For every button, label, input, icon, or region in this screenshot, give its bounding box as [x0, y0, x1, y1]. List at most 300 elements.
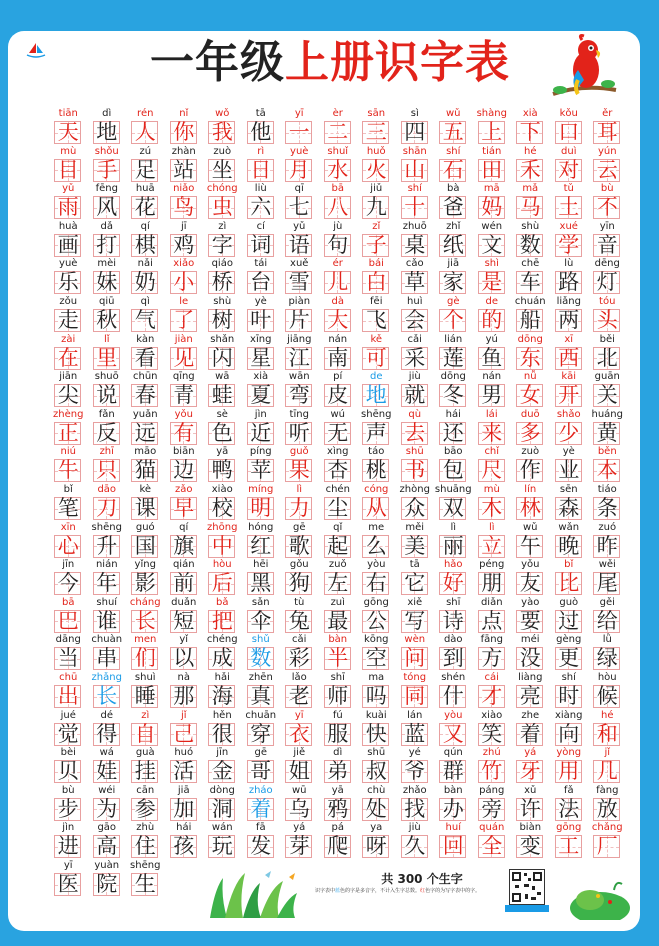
hanzi-character: 江: [288, 345, 310, 370]
character-cell: [434, 182, 473, 220]
pinyin-label: hǎi: [214, 672, 230, 683]
hanzi-character: 雨: [57, 195, 79, 220]
hanzi-character: 几: [596, 759, 618, 784]
pinyin-label: cái: [484, 672, 499, 683]
hanzi-character: 芽: [288, 834, 310, 859]
pinyin-label: bèi: [60, 747, 76, 759]
pinyin-label: xiě: [407, 596, 423, 608]
hanzi-character: 进: [57, 834, 79, 859]
hanzi-character: 皮: [327, 383, 349, 408]
character-cell: [396, 483, 435, 521]
character-cell: [588, 671, 627, 709]
hanzi-character: 奶: [134, 270, 156, 295]
hanzi-character: 正: [57, 420, 79, 445]
hanzi-character: 影: [134, 571, 156, 596]
hanzi-character: 文: [481, 232, 503, 257]
pinyin-label: huā: [135, 183, 155, 195]
hanzi-character: 云: [596, 157, 618, 182]
hanzi-character: 左: [327, 571, 349, 596]
character-cell: [49, 521, 88, 559]
hanzi-character: 空: [365, 646, 387, 671]
character-cell: [588, 182, 627, 220]
hanzi-character: 车: [519, 270, 541, 295]
character-cell: [49, 333, 88, 371]
hanzi-character: 白: [365, 270, 387, 295]
pinyin-label: nà: [177, 672, 190, 683]
character-cell: [357, 709, 396, 747]
character-cell: [396, 558, 435, 596]
hanzi-character: 众: [404, 496, 426, 520]
character-cell: [280, 145, 319, 183]
hanzi-character: 桃: [365, 458, 387, 483]
pinyin-label: jīn: [216, 747, 229, 759]
character-cell: [511, 257, 550, 295]
pinyin-label: xuě: [290, 258, 309, 270]
character-cell: [473, 596, 512, 634]
hanzi-character: 有: [173, 420, 195, 445]
character-cell: [203, 746, 242, 784]
pinyin-label: mǎ: [522, 183, 539, 195]
hanzi-character: 尾: [596, 571, 618, 596]
note-blue-word: 蓝: [335, 888, 341, 894]
hanzi-character: 天: [57, 120, 79, 144]
pinyin-label: měi: [405, 521, 425, 533]
hanzi-character: 男: [481, 383, 503, 408]
pinyin-label: bàn: [443, 784, 463, 796]
character-cell: [473, 821, 512, 859]
hanzi-character: 开: [558, 383, 580, 408]
hanzi-character: 二: [327, 120, 349, 144]
character-cell: [242, 483, 281, 521]
pinyin-label: gē: [293, 521, 306, 533]
pinyin-label: tǔ: [563, 183, 574, 195]
hanzi-character: 睡: [134, 684, 156, 708]
pinyin-label: māo: [134, 446, 157, 458]
character-cell: [242, 821, 281, 859]
pinyin-label: zhèng: [53, 408, 84, 420]
character-cell: [242, 220, 281, 258]
hanzi-character: 水: [327, 157, 349, 182]
pinyin-label: xià: [253, 371, 269, 383]
character-cell: [511, 333, 550, 371]
hanzi-character: 就: [404, 383, 426, 408]
character-cell: [588, 107, 627, 145]
pinyin-label: gē: [254, 747, 267, 759]
pinyin-label: shí: [407, 183, 422, 195]
pinyin-label: dòng: [209, 784, 235, 796]
character-cell: [126, 521, 165, 559]
hanzi-character: 东: [519, 345, 541, 370]
pinyin-label: jīn: [62, 559, 75, 571]
hanzi-character: 今: [57, 571, 79, 596]
pinyin-label: yòu: [367, 559, 386, 571]
pinyin-label: hēi: [253, 559, 269, 571]
character-cell: [588, 220, 627, 258]
pinyin-label: zì: [218, 220, 227, 232]
character-cell: [434, 709, 473, 747]
hanzi-character: 树: [211, 308, 233, 332]
pinyin-label: nán: [482, 371, 502, 383]
character-cell: [319, 220, 358, 258]
hanzi-character: 洞: [211, 796, 233, 821]
character-cell: [126, 633, 165, 671]
hanzi-character: 只: [96, 458, 118, 483]
character-cell: [588, 408, 627, 446]
hanzi-character: 火: [365, 157, 387, 182]
character-cell: [473, 408, 512, 446]
pinyin-label: bā: [331, 183, 344, 195]
character-cell: [280, 182, 319, 220]
hanzi-character: 长: [96, 684, 118, 708]
hanzi-character: 笑: [481, 721, 503, 746]
pinyin-label: mèi: [97, 258, 117, 270]
character-cell: [319, 633, 358, 671]
hanzi-character: 到: [442, 646, 464, 671]
character-cell: [88, 483, 127, 521]
hanzi-character: 觉: [57, 721, 79, 746]
pinyin-label: biàn: [519, 822, 542, 834]
character-cell: [511, 145, 550, 183]
character-cell: [357, 784, 396, 822]
character-cell: [434, 257, 473, 295]
character-cell: [242, 633, 281, 671]
pinyin-label: lù: [564, 258, 574, 270]
pinyin-label: yá: [293, 822, 306, 834]
pinyin-label: yé: [408, 747, 421, 759]
pinyin-label: zhōng: [207, 521, 238, 533]
character-cell: [357, 295, 396, 333]
pinyin-label: xiào: [481, 709, 503, 721]
hanzi-character: 处: [365, 796, 387, 821]
character-cell: [126, 220, 165, 258]
pinyin-label: lái: [485, 408, 498, 420]
hanzi-character: 红: [250, 533, 272, 558]
hanzi-character: 它: [404, 571, 426, 596]
pinyin-label: kè: [139, 484, 152, 495]
character-cell: [203, 220, 242, 258]
pinyin-label: zuò: [521, 446, 540, 458]
pinyin-label: yè: [562, 446, 575, 458]
character-cell: [242, 709, 281, 747]
pinyin-label: zhú: [482, 747, 501, 759]
pinyin-label: shuāng: [434, 484, 472, 495]
character-cell: [357, 558, 396, 596]
character-cell: [126, 257, 165, 295]
pinyin-label: kě: [370, 333, 383, 345]
hanzi-character: 狗: [288, 571, 310, 596]
hanzi-character: 见: [173, 345, 195, 370]
character-cell: [49, 558, 88, 596]
pinyin-label: piàn: [288, 296, 311, 307]
hanzi-character: 同: [404, 684, 426, 708]
hanzi-character: 上: [481, 120, 503, 144]
character-cell: [88, 257, 127, 295]
pinyin-label: lì: [296, 484, 303, 495]
pinyin-label: cí: [256, 220, 265, 232]
hanzi-character: 飞: [365, 308, 387, 332]
pinyin-label: shuō: [94, 371, 119, 383]
hanzi-character: 旗: [173, 533, 195, 558]
hanzi-character: 叶: [250, 308, 272, 332]
pinyin-label: bà: [447, 183, 460, 195]
hanzi-character: 院: [96, 872, 118, 896]
character-cell: [396, 784, 435, 822]
hanzi-character: 作: [519, 458, 541, 483]
pinyin-label: wú: [330, 408, 346, 420]
hanzi-character: 全: [481, 834, 503, 859]
hanzi-character: 虫: [211, 195, 233, 220]
character-cell: [165, 370, 204, 408]
pinyin-label: bǐ: [63, 484, 73, 495]
pinyin-label: mù: [60, 145, 77, 157]
hanzi-character: 北: [596, 345, 618, 370]
character-cell: [550, 333, 589, 371]
character-cell: [511, 483, 550, 521]
character-cell: [588, 821, 627, 859]
hanzi-character: 大: [327, 308, 349, 332]
pinyin-label: wèn: [404, 634, 426, 646]
pinyin-label: quán: [479, 822, 505, 834]
character-cell: [126, 295, 165, 333]
hanzi-character: 孩: [173, 834, 195, 859]
character-cell: [357, 257, 396, 295]
character-cell: [126, 182, 165, 220]
note-text-1: 识字表中: [315, 888, 336, 894]
hanzi-character: 问: [404, 646, 426, 671]
hanzi-character: 自: [134, 721, 156, 746]
character-cell: [242, 521, 281, 559]
hanzi-character: 很: [211, 721, 233, 746]
pinyin-label: yǐng: [134, 559, 156, 571]
hanzi-character: 笔: [57, 496, 79, 520]
character-cell: [511, 107, 550, 145]
pinyin-label: hǎo: [443, 559, 463, 571]
hanzi-character: 森: [558, 496, 580, 520]
character-cell: [165, 220, 204, 258]
pinyin-label: dāng: [55, 634, 81, 646]
pinyin-label: huáng: [591, 408, 623, 420]
hanzi-character: 秋: [96, 308, 118, 332]
pinyin-label: sǎn: [251, 596, 270, 608]
pinyin-label: yǒu: [521, 559, 540, 571]
character-cell: [473, 709, 512, 747]
character-cell: [396, 182, 435, 220]
character-cell: [396, 333, 435, 371]
hanzi-character: 最: [327, 608, 349, 633]
character-cell: [242, 408, 281, 446]
character-cell: [165, 821, 204, 859]
pinyin-label: fēi: [370, 296, 383, 307]
character-cell: [473, 483, 512, 521]
hanzi-character: 生: [134, 872, 156, 896]
hanzi-character: 灯: [596, 270, 618, 295]
qr-code[interactable]: [509, 869, 545, 905]
pinyin-label: ya: [370, 822, 383, 834]
pinyin-label: rén: [137, 108, 154, 119]
pinyin-label: cǎo: [405, 258, 424, 270]
hanzi-character: 站: [173, 157, 195, 182]
character-cell: [473, 257, 512, 295]
hanzi-character: 发: [250, 834, 272, 859]
character-cell: [511, 596, 550, 634]
character-cell: [434, 445, 473, 483]
hanzi-character: 右: [365, 571, 387, 596]
pinyin-label: yǔ: [293, 220, 306, 232]
hanzi-character: 用: [558, 759, 580, 784]
hanzi-character: 足: [134, 157, 156, 182]
character-cell: [242, 145, 281, 183]
pinyin-label: wěi: [598, 559, 616, 571]
hanzi-character: 出: [57, 684, 79, 708]
pinyin-label: tā: [409, 559, 420, 571]
character-cell: [126, 821, 165, 859]
character-cell: [396, 596, 435, 634]
pinyin-label: yòng: [556, 747, 582, 759]
hanzi-character: 法: [558, 796, 580, 821]
character-cell: [319, 445, 358, 483]
character-cell: [280, 671, 319, 709]
pinyin-label: shēng: [130, 860, 161, 871]
hanzi-character: 尖: [57, 383, 79, 408]
character-cell: [588, 746, 627, 784]
pinyin-label: jìn: [254, 408, 267, 420]
pinyin-label: gōng: [556, 822, 582, 834]
character-cell: [588, 257, 627, 295]
pinyin-label: qù: [408, 408, 422, 420]
pinyin-label: zhǎo: [402, 784, 427, 796]
character-cell: [319, 257, 358, 295]
pinyin-label: jiù: [408, 371, 421, 383]
pinyin-label: gèng: [556, 634, 582, 646]
hanzi-character: 服: [327, 721, 349, 746]
pinyin-label: dōng: [517, 333, 543, 345]
hanzi-character: 早: [173, 496, 195, 520]
pinyin-label: jiā: [177, 784, 190, 796]
hanzi-character: 牛: [57, 458, 79, 483]
hanzi-character: 住: [134, 834, 156, 859]
hanzi-character: 黄: [596, 420, 618, 445]
pinyin-label: dāo: [97, 484, 117, 495]
hanzi-character: 七: [288, 195, 310, 220]
character-cell: [511, 521, 550, 559]
character-cell: [280, 558, 319, 596]
character-cell: [434, 596, 473, 634]
hanzi-character: 还: [442, 420, 464, 445]
hanzi-character: 苹: [250, 458, 272, 483]
hanzi-character: 蛙: [211, 383, 233, 408]
character-cell: [473, 784, 512, 822]
hanzi-character: 步: [57, 796, 79, 821]
hanzi-character: 快: [365, 721, 387, 746]
pinyin-label: píng: [249, 446, 272, 458]
hanzi-character: 目: [57, 157, 79, 182]
pinyin-label: xīn: [60, 521, 76, 533]
pinyin-label: ér: [332, 258, 343, 270]
hanzi-character: 朋: [481, 571, 503, 596]
hanzi-character: 年: [96, 571, 118, 596]
hanzi-character: 女: [519, 383, 541, 408]
character-cell: [550, 295, 589, 333]
pinyin-label: hěn: [212, 709, 232, 721]
character-cell: [434, 558, 473, 596]
pinyin-label: kàn: [136, 333, 155, 345]
hanzi-character: 五: [442, 120, 464, 144]
character-cell: [550, 220, 589, 258]
pinyin-label: chuān: [245, 709, 277, 721]
pinyin-label: fāng: [480, 634, 503, 646]
character-cell: [165, 408, 204, 446]
pinyin-label: shī: [446, 596, 461, 608]
character-cell: [550, 483, 589, 521]
pinyin-label: duì: [561, 145, 577, 157]
pinyin-label: zhàn: [171, 145, 196, 157]
hanzi-character: 土: [558, 195, 580, 220]
character-cell: [396, 370, 435, 408]
pinyin-label: fēng: [95, 183, 118, 195]
pinyin-label: páng: [479, 784, 505, 796]
pinyin-label: shēng: [91, 521, 122, 533]
pinyin-label: huà: [58, 220, 78, 232]
pinyin-label: diǎn: [480, 596, 503, 608]
hanzi-character: 当: [57, 646, 79, 671]
hanzi-character: 校: [211, 496, 233, 520]
hanzi-character: 成: [211, 646, 233, 671]
pinyin-label: zì: [141, 709, 150, 721]
hanzi-character: 穿: [250, 721, 272, 746]
character-cell: [434, 746, 473, 784]
hanzi-character: 林: [519, 496, 541, 520]
character-cell: [396, 408, 435, 446]
character-cell: [126, 746, 165, 784]
character-cell: [588, 370, 627, 408]
character-cell: [473, 671, 512, 709]
character-cell: [280, 408, 319, 446]
hanzi-character: 公: [365, 608, 387, 633]
pinyin-label: yī: [294, 709, 304, 721]
page-title: [120, 38, 540, 88]
character-cell: [49, 145, 88, 183]
pinyin-label: jiě: [293, 747, 306, 759]
hanzi-character: 个: [442, 308, 464, 332]
hanzi-character: 坐: [211, 157, 233, 182]
pinyin-label: sān: [367, 108, 386, 119]
hanzi-character: 鸭: [211, 458, 233, 483]
character-cell: [126, 483, 165, 521]
pinyin-label: tiān: [58, 108, 78, 119]
character-cell: [473, 746, 512, 784]
pinyin-label: dōng: [440, 371, 466, 383]
pinyin-label: zhǐ: [446, 220, 461, 232]
character-cell: [126, 859, 165, 897]
pinyin-label: huì: [407, 296, 423, 307]
pinyin-label: shū: [405, 446, 424, 458]
pinyin-label: tóng: [403, 672, 427, 683]
character-cell: [88, 408, 127, 446]
pinyin-label: sè: [216, 408, 228, 420]
pinyin-label: yǔ: [62, 183, 75, 195]
character-cell: [88, 107, 127, 145]
pinyin-label: shí: [561, 672, 576, 683]
pinyin-label: lì: [450, 521, 457, 533]
character-cell: [550, 784, 589, 822]
pinyin-label: hé: [524, 145, 537, 157]
pinyin-label: wǔ: [445, 108, 461, 119]
hanzi-character: 黑: [250, 571, 272, 596]
character-cell: [280, 633, 319, 671]
hanzi-character: 山: [404, 157, 426, 182]
pinyin-label: jiā: [447, 258, 460, 270]
hanzi-character: 玩: [211, 834, 233, 859]
